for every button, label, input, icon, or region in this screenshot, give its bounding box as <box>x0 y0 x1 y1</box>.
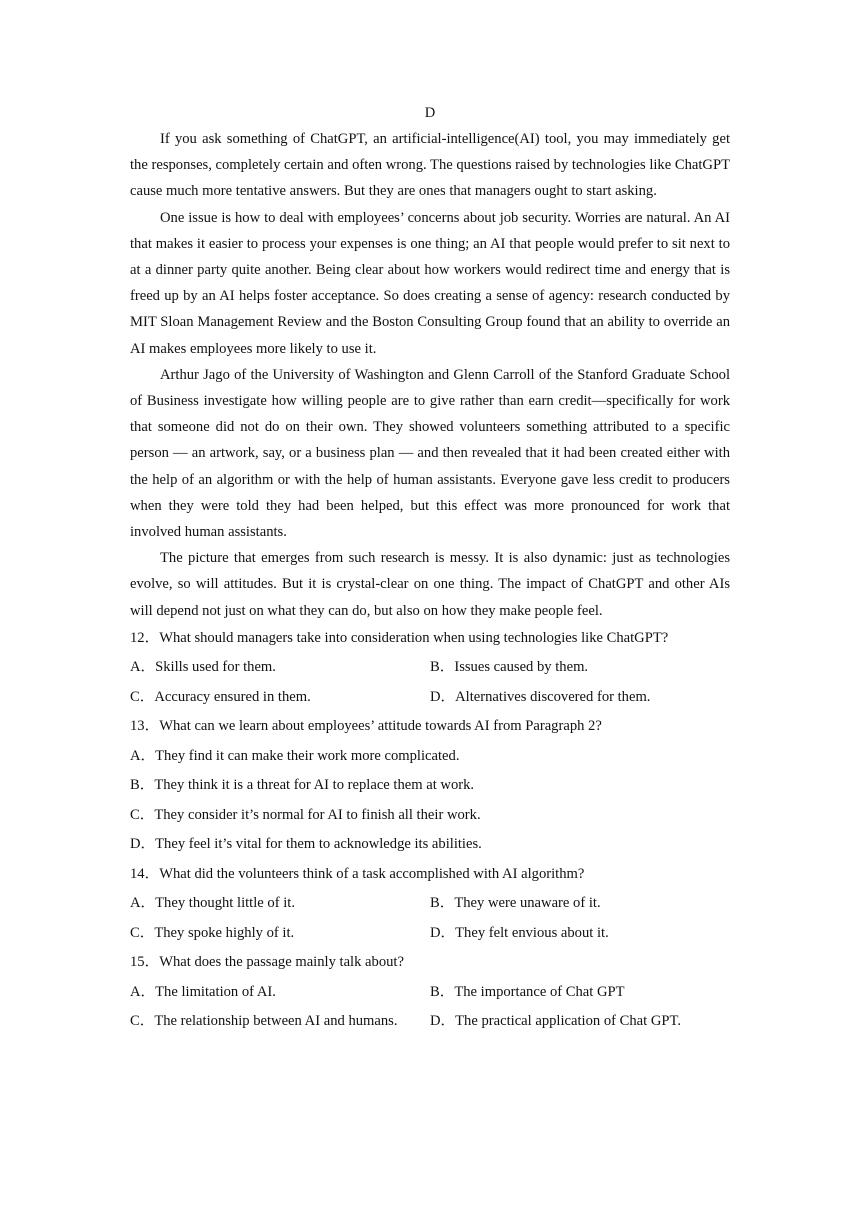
question-15-options-row-1 <box>130 978 730 1008</box>
question-13-option-c: C．They consider it’s normal for AI to finish all their work. <box>130 806 481 823</box>
question-12-stem: 12．What should managers take into consideration when using technologies like ChatGPT? <box>130 629 669 646</box>
paragraph-4: The picture that emerges from such research is messy. It is also dynamic: just as technologies evolve, so will attitudes. But it is crystal-clear on one thing. The impact of ChatGPT and other AIs will depend not just on what they can do, but also on how they make people feel. <box>130 550 730 619</box>
question-15-option-b: B．The importance of Chat GPT <box>430 983 625 1000</box>
question-14-option-b: B．They were unaware of it. <box>430 895 601 912</box>
paragraph-3: Arthur Jago of the University of Washington and Glenn Carroll of the Stanford Graduate School of Business investigate how willing people are to give rather than earn credit—specifically for work that someone did not do on their own. They showed volunteers something attributed to a specific person — an artwork, say, or a business plan — and then revealed that it had been created either with the help of an algorithm or with the help of human assistants. Everyone gave less credit to producers when they were told they had been helped, but this effect was more pronounced for work that involved human assistants. <box>130 366 730 541</box>
question-15-options-row-2 <box>130 1007 730 1037</box>
reading-passage-page <box>130 100 730 1037</box>
question-13-option-b: B．They think it is a threat for AI to replace them at work. <box>130 777 475 794</box>
question-15-option-d: D．The practical application of Chat GPT. <box>430 1013 681 1030</box>
question-14-options-row-1 <box>130 889 730 919</box>
section-label: D <box>424 105 436 121</box>
paragraph-2: One issue is how to deal with employees’ concerns about job security. Worries are natural. An AI that makes it easier to process your expenses is one thing; an AI that people would prefer to sit next to at a dinner party quite another. Being clear about how workers would redirect time and energy that is freed up by an AI helps foster acceptance. So does creating a sense of agency: research conducted by MIT Sloan Management Review and the Boston Consulting Group found that an ability to override an AI makes employees more likely to use it. <box>130 209 730 357</box>
question-12-options-row-2 <box>130 683 730 713</box>
question-14-options-row-2 <box>130 919 730 949</box>
question-14-option-c: C．They spoke highly of it. <box>130 924 295 941</box>
question-15-option-a: A．The limitation of AI. <box>130 983 276 1000</box>
question-12-option-a: A．Skills used for them. <box>130 659 276 676</box>
question-15-stem: 15．What does the passage mainly talk about? <box>130 954 404 971</box>
question-12-option-c: C．Accuracy ensured in them. <box>130 688 311 705</box>
question-13-option-a: A．They find it can make their work more complicated. <box>130 747 460 764</box>
question-12-option-d: D．Alternatives discovered for them. <box>430 688 651 705</box>
question-15-option-c: C．The relationship between AI and humans. <box>130 1013 398 1030</box>
question-14-stem: 14．What did the volunteers think of a task accomplished with AI algorithm? <box>130 865 585 882</box>
question-14-option-d: D．They felt envious about it. <box>430 924 609 941</box>
question-13-stem: 13．What can we learn about employees’ attitude towards AI from Paragraph 2? <box>130 718 602 735</box>
question-13-option-d: D．They feel it’s vital for them to acknowledge its abilities. <box>130 836 482 853</box>
question-12-options-row-1 <box>130 653 730 683</box>
question-14-option-a: A．They thought little of it. <box>130 895 295 912</box>
paragraph-1: If you ask something of ChatGPT, an artificial-intelligence(AI) tool, you may immediately get the responses, completely certain and often wrong. The questions raised by technologies like ChatGPT cause much more tentative answers. But they are ones that managers ought to start asking. <box>130 131 730 200</box>
question-12-option-b: B．Issues caused by them. <box>430 659 589 676</box>
